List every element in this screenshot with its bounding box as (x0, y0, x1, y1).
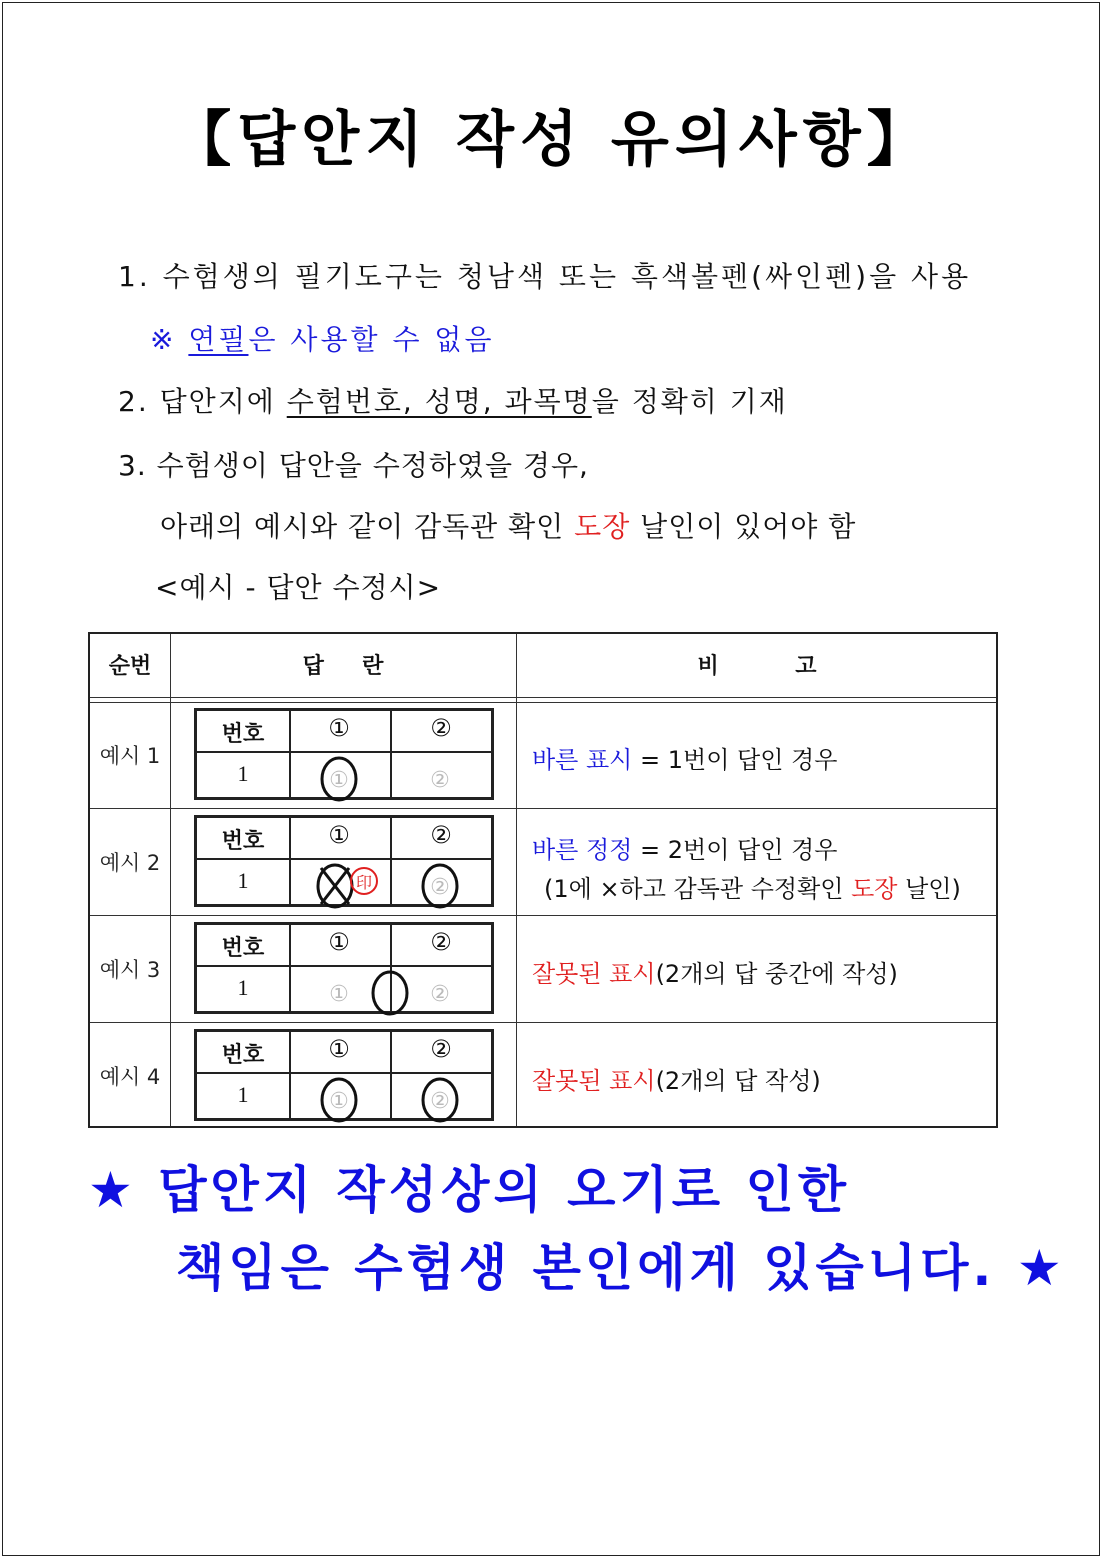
answer-grid-example-2 (194, 815, 494, 907)
closing-line-1: ★ 답안지 작성상의 오기로 인한 (88, 1161, 851, 1219)
remark-example-1 (532, 740, 837, 775)
remark-example-2-detail (544, 869, 961, 904)
svg-text:①: ① (329, 982, 349, 1007)
remark-example-3 (532, 954, 898, 989)
answer-grid-example-3 (194, 922, 494, 1014)
row-label: 예시 4 (99, 1065, 161, 1089)
grid-row-number: 1 (237, 1082, 249, 1107)
remark-example-2 (532, 830, 837, 865)
instruction-2-suffix: 을 정확히 기재 (591, 385, 788, 418)
remark-example-4 (532, 1061, 821, 1096)
remark-red: 잘못된 표시 (532, 960, 656, 988)
instruction-3b-suffix: 날인이 있어야 함 (630, 510, 857, 543)
grid-label: 번호 (221, 1043, 265, 1068)
note-underlined: 연필 (188, 323, 249, 356)
answer-grid-example-1 (194, 708, 494, 800)
row-label: 예시 1 (99, 744, 161, 768)
grid-label: 번호 (221, 829, 265, 854)
instruction-2 (118, 380, 788, 420)
grid-option-2: ② (430, 1035, 452, 1063)
svg-text:①: ① (329, 768, 349, 793)
marking-graphic (289, 862, 493, 906)
grid-option-1: ① (328, 714, 350, 742)
grid-row-number: 1 (237, 868, 249, 893)
grid-label: 번호 (221, 936, 265, 961)
remark2-prefix: (1에 ×하고 감독관 수정확인 (544, 875, 852, 903)
svg-text:②: ② (430, 982, 450, 1007)
example-caption: <예시 - 답안 수정시> (155, 571, 442, 604)
header-answer: 답 란 (302, 654, 384, 679)
example-table (88, 632, 998, 1128)
grid-option-1: ① (328, 928, 350, 956)
grid-option-1: ① (328, 1035, 350, 1063)
closing-line-2: 책임은 수험생 본인에게 있습니다. ★ (176, 1239, 1066, 1297)
svg-text:②: ② (430, 768, 450, 793)
instruction-3: 3. 수험생이 답안을 수정하였을 경우, (118, 449, 589, 482)
stamp-icon: 印 (355, 873, 373, 892)
grid-option-2: ② (430, 714, 452, 742)
grid-option-1: ① (328, 821, 350, 849)
instruction-3b (160, 505, 856, 545)
instruction-3b-red: 도장 (574, 510, 631, 543)
remark-blue: 바른 정정 (532, 836, 633, 864)
grid-row-number: 1 (237, 761, 249, 786)
remark2-red: 도장 (851, 875, 898, 903)
row-label: 예시 3 (99, 958, 161, 982)
marking-graphic (289, 755, 493, 799)
header-order: 순번 (108, 654, 152, 679)
instruction-1-note (150, 318, 495, 358)
grid-option-2: ② (430, 821, 452, 849)
page-title: 【답안지 작성 유의사항】 (171, 105, 933, 175)
remark-rest: = 2번이 답인 경우 (632, 836, 838, 864)
header-remark: 비 고 (697, 654, 817, 679)
remark-rest: (2개의 답 작성) (655, 1067, 821, 1095)
remark-blue: 바른 표시 (532, 746, 633, 774)
note-rest: 은 사용할 수 없음 (248, 323, 495, 356)
remark-rest: (2개의 답 중간에 작성) (655, 960, 898, 988)
instruction-3b-prefix: 아래의 예시와 같이 감독관 확인 (160, 510, 575, 543)
grid-label: 번호 (221, 722, 265, 747)
note-mark: ※ (150, 323, 177, 356)
marking-graphic (289, 1076, 493, 1120)
svg-text:①: ① (329, 1089, 349, 1114)
marking-graphic (289, 969, 493, 1013)
instruction-2-underlined: 수험번호, 성명, 과목명 (286, 385, 592, 418)
remark2-suffix: 날인) (897, 875, 961, 903)
answer-grid-example-4 (194, 1029, 494, 1121)
instruction-2-prefix: 2. 답안지에 (118, 385, 287, 418)
remark-red: 잘못된 표시 (532, 1067, 656, 1095)
svg-text:②: ② (430, 1089, 450, 1114)
remark-rest: = 1번이 답인 경우 (632, 746, 838, 774)
grid-row-number: 1 (237, 975, 249, 1000)
grid-option-2: ② (430, 928, 452, 956)
row-label: 예시 2 (99, 851, 161, 875)
svg-text:②: ② (430, 875, 450, 900)
instruction-1: 1. 수험생의 필기도구는 청남색 또는 흑색볼펜(싸인펜)을 사용 (118, 260, 972, 293)
